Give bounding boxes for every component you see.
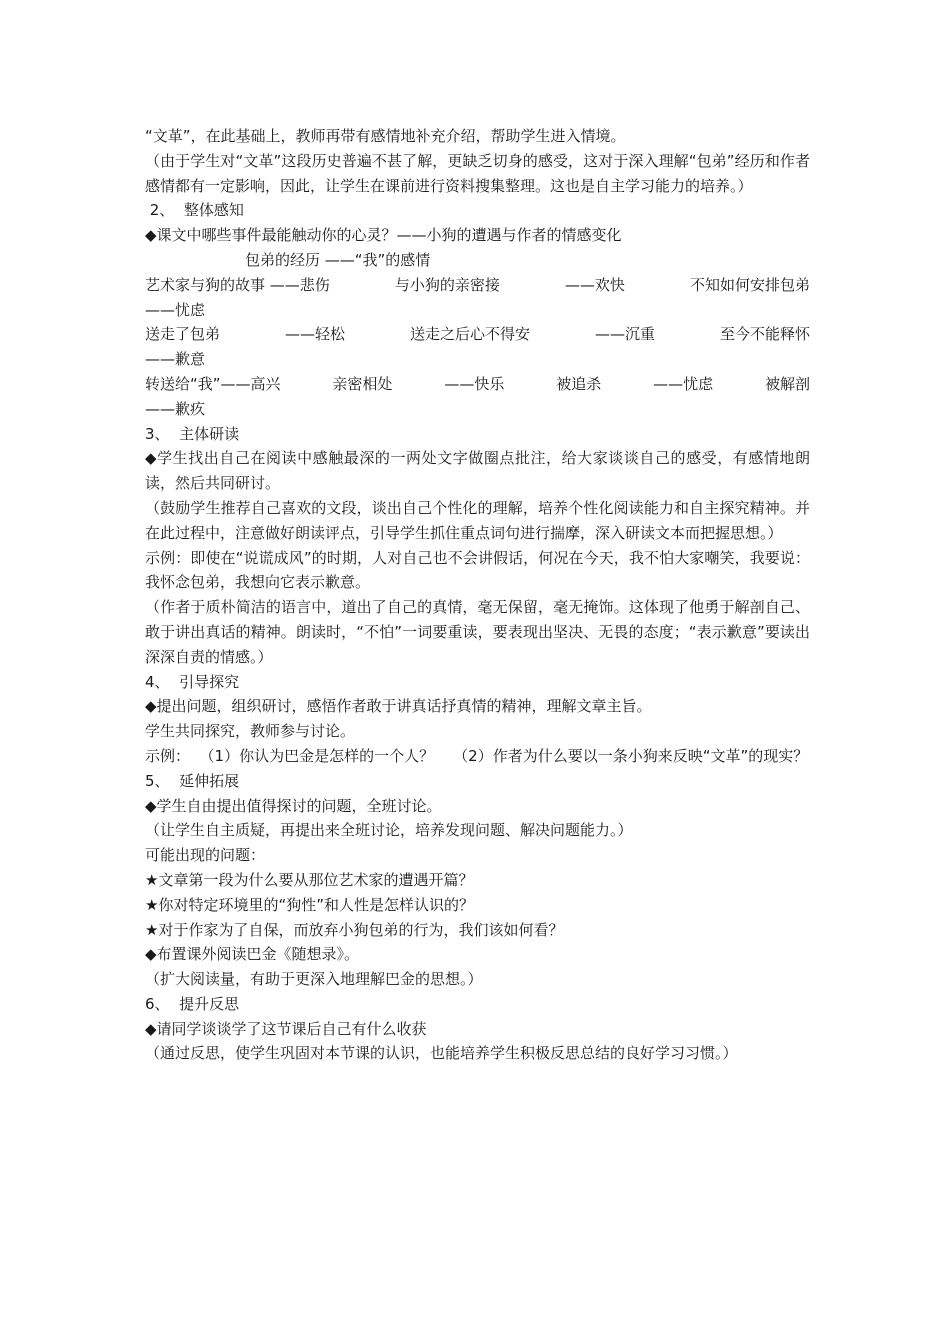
note-paragraph: （由于学生对“文革”这段历史普遍不甚了解，更缺乏切身的感受，这对于深入理解“包弟”经历和作者感情都有一定影响，因此，让学生在课前进行资料搜集整理。这也是自主学习能力的培养。）	[145, 151, 810, 195]
question-item: ★文章第一段为什么要从那位艺术家的遭遇开篇？	[145, 870, 474, 889]
text-line: 学生共同探究，教师参与讨论。	[145, 722, 356, 741]
text-line: ◆提出问题，组织研讨，感悟作者敢于讲真话抒真情的精神，理解文章主旨。	[145, 697, 652, 716]
event-cell: 转送给“我”——高兴	[145, 374, 281, 393]
text-line: “文革”，在此基础上，教师再带有感情地补充介绍，帮助学生进入情境。	[145, 127, 626, 145]
note-line: （让学生自主质疑，再提出来全班讨论，培养发现问题、解决问题能力。）	[145, 821, 633, 840]
event-cell: 亲密相处	[332, 374, 393, 393]
question-line: ◆课文中哪些事件最能触动你的心灵？——小狗的遭遇与作者的情感变化	[145, 226, 622, 245]
section-heading-4: 4、 引导探究	[145, 672, 240, 691]
example-paragraph: 示例： （1）你认为巴金是怎样的一个人？ （2）作者为什么要以一条小狗来反映“文革”的现实？	[145, 746, 809, 765]
table-subheading: 包弟的经历 ——“我”的感情	[245, 250, 431, 269]
event-cell: ——沉重	[594, 325, 655, 344]
event-cell: 送走了包弟	[145, 325, 221, 344]
event-cell: ——忧虑	[653, 374, 714, 393]
section-heading-3: 3、 主体研读	[145, 424, 240, 443]
event-cell: 送走之后心不得安	[409, 325, 530, 344]
event-cell: 与小狗的亲密接	[394, 275, 500, 294]
paragraph: ◆学生找出自己在阅读中感触最深的一两处文字做圈点批注，给大家谈谈自己的感受，有感情地朗读，然后共同研讨。	[145, 449, 810, 493]
event-cell: 被解剖	[764, 374, 810, 393]
question-item: ★对于作家为了自保，而放弃小狗包弟的行为，我们该如何看？	[145, 920, 564, 939]
event-cell: 至今不能释怀	[719, 325, 810, 344]
text-line: ◆学生自由提出值得探讨的问题，全班讨论。	[145, 796, 442, 815]
document-body	[145, 124, 810, 1066]
event-row-2	[145, 322, 810, 347]
event-cell: 艺术家与狗的故事 ——悲伤	[145, 275, 330, 294]
question-item: ★你对特定环境里的“狗性”和人性是怎样认识的？	[145, 895, 474, 914]
example-paragraph: 示例：即使在“说谎成风”的时期，人对自己也不会讲假话，何况在今天，我不怕大家嘲笑，我要说：我怀念包弟，我想向它表示歉意。	[145, 548, 810, 592]
section-heading-2: 2、 整体感知	[145, 201, 244, 220]
note-paragraph: （作者于质朴简洁的语言中，道出了自己的真情，毫无保留，毫无掩饰。这体现了他勇于解剖自己、敢于讲出真话的精神。朗读时，“不怕”一词要重读，要表现出坚决、无畏的态度；“表示歉意”要读出深深自责的情感。）	[145, 598, 810, 666]
section-heading-5: 5、 延伸拓展	[145, 771, 240, 790]
event-row-3-cont: ——歉疚	[145, 399, 206, 418]
event-cell: 被追杀	[556, 374, 602, 393]
text-line: 可能出现的问题：	[145, 846, 266, 865]
text-line: ◆布置课外阅读巴金《随想录》。	[145, 945, 360, 964]
event-cell: ——轻松	[284, 325, 345, 344]
note-line: （扩大阅读量，有助于更深入地理解巴金的思想。）	[145, 970, 483, 989]
event-row-1	[145, 273, 810, 298]
event-cell: 不知如何安排包弟	[689, 275, 810, 294]
event-cell: ——欢快	[564, 275, 625, 294]
event-row-2-cont: ——歉意	[145, 350, 206, 369]
event-row-3	[145, 372, 810, 397]
note-paragraph: （鼓励学生推荐自己喜欢的文段，谈出自己个性化的理解，培养个性化阅读能力和自主探究精神。并在此过程中，注意做好朗读评点，引导学生抓住重点词句进行揣摩，深入研读文本而把握思想。）	[145, 498, 810, 542]
note-paragraph: （通过反思，使学生巩固对本节课的认识，也能培养学生积极反思总结的良好学习习惯。）	[145, 1044, 738, 1063]
section-heading-6: 6、 提升反思	[145, 994, 240, 1013]
event-row-1-cont: ——忧虑	[145, 300, 206, 319]
event-cell: ——快乐	[444, 374, 505, 393]
text-line: ◆请同学谈谈学了这节课后自己有什么收获	[145, 1019, 427, 1038]
